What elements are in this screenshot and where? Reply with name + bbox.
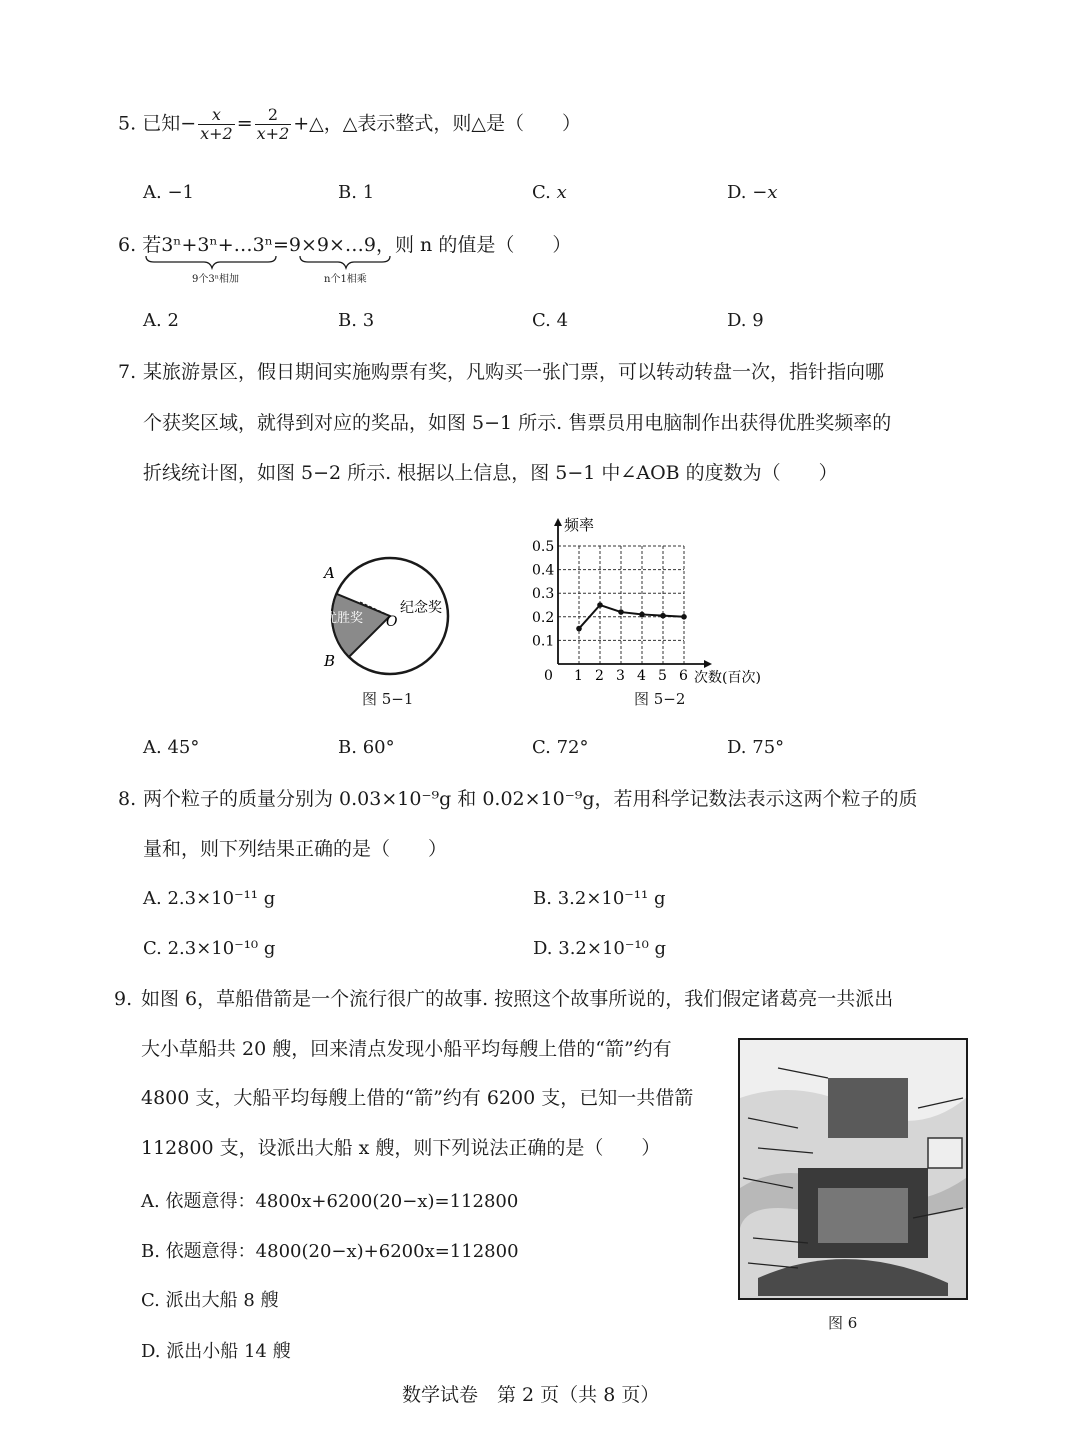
q7-option-a[interactable]: A. 45° (143, 737, 200, 758)
q5-eq: = (236, 112, 253, 135)
q7-number: 7. (118, 361, 137, 383)
y-tick-label: 0.2 (532, 609, 555, 626)
data-point (660, 613, 666, 619)
point-b-label: B (324, 652, 336, 670)
y-tick-label: 0.5 (532, 539, 555, 555)
y-axis-arrow (554, 518, 562, 526)
q9-line-3: 4800 支，大船平均每艘上借的“箭”约有 6200 支，已知一共借箭 (141, 1087, 694, 1109)
q8-line-1: 两个粒子的质量分别为 0.03×10⁻⁹g 和 0.02×10⁻⁹g，若用科学记数法表示这两个粒子的质 (143, 788, 918, 810)
q5-option-d[interactable]: D. −x (727, 182, 778, 203)
q5-option-c[interactable]: C. x (532, 182, 567, 203)
q7-option-b[interactable]: B. 60° (338, 737, 395, 758)
q8-option-b[interactable]: B. 3.2×10⁻¹¹ g (533, 888, 666, 909)
figure-5-2-caption: 图 5−2 (634, 690, 686, 708)
q6-option-a[interactable]: A. 2 (143, 310, 179, 331)
q6-brace-left-note: 9个3ⁿ相加 (192, 274, 240, 285)
q6-braces (140, 254, 400, 270)
x-tick-label: 3 (616, 668, 625, 684)
q6-number: 6. (118, 234, 137, 256)
q5-frac2-den: x+2 (256, 124, 290, 143)
y-tick-label: 0.1 (532, 633, 555, 650)
figure-5-1-spinner (310, 556, 460, 676)
q8-option-c[interactable]: C. 2.3×10⁻¹⁰ g (143, 938, 276, 959)
q6-left-expr: 3ⁿ+3ⁿ+…3ⁿ (161, 234, 273, 256)
y-tick-label: 0.3 (532, 586, 555, 603)
q7-line-1: 某旅游景区，假日期间实施购票有奖，凡购买一张门票，可以转动转盘一次，指针指向哪 (143, 361, 885, 383)
q6-suffix: ，则 n 的值是（ ） (376, 234, 572, 256)
data-point (576, 626, 582, 632)
q9-option-c[interactable]: C. 派出大船 8 艘 (141, 1290, 279, 1311)
sector-label: 优胜奖 (324, 611, 364, 626)
chart-ticks (532, 539, 688, 684)
q7-option-c[interactable]: C. 72° (532, 737, 589, 758)
q5-fraction-2 (255, 106, 292, 143)
q8-option-a[interactable]: A. 2.3×10⁻¹¹ g (143, 888, 276, 909)
q9-option-d[interactable]: D. 派出小船 14 艘 (141, 1341, 291, 1362)
q5-option-a[interactable]: A. −1 (143, 182, 195, 203)
chart-grid (558, 546, 684, 664)
data-point (639, 612, 645, 618)
x-tick-label: 1 (574, 668, 583, 684)
chart-series (576, 602, 687, 631)
data-point (681, 614, 687, 620)
q9-line-2: 大小草船共 20 艘，回来清点发现小船平均每艘上借的“箭”约有 (141, 1038, 672, 1060)
q5-frac2-num: 2 (255, 106, 292, 125)
y-tick-label: 0.4 (532, 562, 555, 579)
other-sector-label: 纪念奖 (400, 600, 442, 616)
q5-option-b[interactable]: B. 1 (338, 182, 375, 203)
point-a-label: A (324, 564, 335, 582)
q9-number: 9. (114, 988, 133, 1010)
data-point (618, 609, 624, 615)
page-footer: 数学试卷 第 2 页（共 8 页） (402, 1384, 660, 1406)
q5-stem (118, 106, 581, 143)
q9-line-1: 如图 6，草船借箭是一个流行很广的故事. 按照这个故事所说的，我们假定诸葛亮一共派出 (141, 988, 894, 1010)
figure-5-2-chart (520, 512, 792, 684)
q6-right-expr: 9×9×…9 (288, 234, 376, 256)
q7-line-2: 个获奖区域，就得到对应的奖品，如图 5−1 所示. 售票员用电脑制作出获得优胜奖频率的 (143, 412, 892, 434)
q5-number: 5. (118, 112, 137, 135)
q6-brace-right-note: n个1相乘 (324, 274, 367, 285)
q6-prefix: 若 (142, 234, 162, 256)
q6-option-c[interactable]: C. 4 (532, 310, 569, 331)
x-tick-label: 5 (658, 668, 667, 684)
q5-frac1-num: x (198, 106, 235, 125)
q6-eq: = (272, 234, 289, 256)
figure-6-illustration (738, 1038, 968, 1300)
figure-5-1-caption: 图 5−1 (362, 690, 414, 708)
q6-stem (118, 234, 571, 256)
x-tick-label: 0 (544, 668, 553, 684)
x-axis-arrow (704, 660, 712, 668)
y-axis-label: 频率 (564, 516, 595, 534)
q6-option-d[interactable]: D. 9 (727, 310, 764, 331)
q8-option-d[interactable]: D. 3.2×10⁻¹⁰ g (533, 938, 667, 959)
x-tick-label: 2 (595, 668, 604, 684)
q6-option-b[interactable]: B. 3 (338, 310, 375, 331)
q9-option-a[interactable]: A. 依题意得：4800x+6200(20−x)=112800 (141, 1191, 519, 1212)
q5-suffix: +△，△表示整式，则△是（ ） (293, 112, 582, 135)
q8-line-2: 量和，则下列结果正确的是（ ） (143, 838, 448, 860)
q7-line-3: 折线统计图，如图 5−2 所示. 根据以上信息，图 5−1 中∠AOB 的度数为（ ） (143, 462, 838, 484)
q5-prefix: 已知− (142, 112, 197, 135)
q7-option-d[interactable]: D. 75° (727, 737, 785, 758)
q9-line-4: 112800 支，设派出大船 x 艘，则下列说法正确的是（ ） (141, 1137, 661, 1159)
q5-frac1-den: x+2 (200, 124, 233, 143)
x-axis-label: 次数(百次) (694, 670, 761, 684)
point-o-label: O (386, 614, 398, 630)
data-point (597, 602, 603, 608)
q5-fraction-1 (198, 106, 235, 143)
q9-option-b[interactable]: B. 依题意得：4800(20−x)+6200x=112800 (141, 1241, 519, 1262)
x-tick-label: 4 (637, 668, 646, 684)
figure-6-caption: 图 6 (828, 1314, 858, 1332)
x-tick-label: 6 (679, 668, 688, 684)
q8-number: 8. (118, 788, 137, 810)
